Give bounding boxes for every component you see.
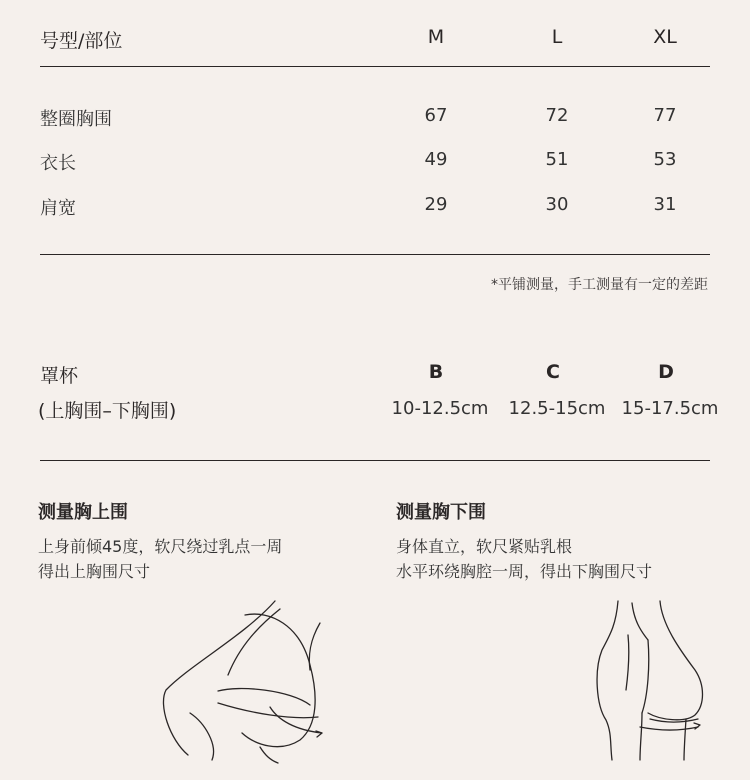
upper-bust-illustration <box>150 595 350 765</box>
row-label-bust: 整圈胸围 <box>40 109 112 130</box>
measure-lower-desc <box>396 534 652 584</box>
table-cell: 51 <box>545 149 569 170</box>
cup-range-c: 12.5-15cm <box>508 398 606 419</box>
table-cell: 67 <box>424 105 448 126</box>
cup-range-d: 15-17.5cm <box>621 398 719 419</box>
table-cell: 30 <box>545 194 569 215</box>
size-header-xl: XL <box>653 26 677 48</box>
table-bottom-divider <box>40 254 710 255</box>
table-cell: 29 <box>424 194 448 215</box>
measure-upper-line-2: 得出上胸围尺寸 <box>38 562 151 581</box>
cup-label: 罩杯 <box>40 365 79 387</box>
under-bust-illustration <box>590 595 720 765</box>
measure-lower-line-2: 水平环绕胸腔一周，得出下胸围尺寸 <box>396 562 653 581</box>
table-cell: 72 <box>545 105 569 126</box>
measure-upper-line-1: 上身前倾45度，软尺绕过乳点一周 <box>38 537 283 556</box>
size-header-m: M <box>427 26 445 48</box>
table-cell: 49 <box>424 149 448 170</box>
row-label-shoulder: 肩宽 <box>40 198 76 219</box>
cup-letter-b: B <box>428 361 444 383</box>
measure-lower-line-1: 身体直立，软尺紧贴乳根 <box>396 537 573 556</box>
size-header-l: L <box>551 26 563 48</box>
header-divider <box>40 66 710 67</box>
cup-range-b: 10-12.5cm <box>391 398 489 419</box>
cup-letter-c: C <box>546 361 560 383</box>
size-table-header-label: 号型/部位 <box>40 30 123 52</box>
table-cell: 53 <box>653 149 677 170</box>
cup-sublabel: (上胸围–下胸围) <box>38 400 177 422</box>
measure-lower-title: 测量胸下围 <box>396 502 486 523</box>
measurement-note: *平铺测量，手工测量有一定的差距 <box>491 277 708 293</box>
table-cell: 77 <box>653 105 677 126</box>
cup-table-divider <box>40 460 710 461</box>
cup-letter-d: D <box>658 361 674 383</box>
row-label-length: 衣长 <box>40 153 76 174</box>
measure-upper-desc <box>38 534 282 584</box>
table-cell: 31 <box>653 194 677 215</box>
measure-upper-title: 测量胸上围 <box>38 502 128 523</box>
